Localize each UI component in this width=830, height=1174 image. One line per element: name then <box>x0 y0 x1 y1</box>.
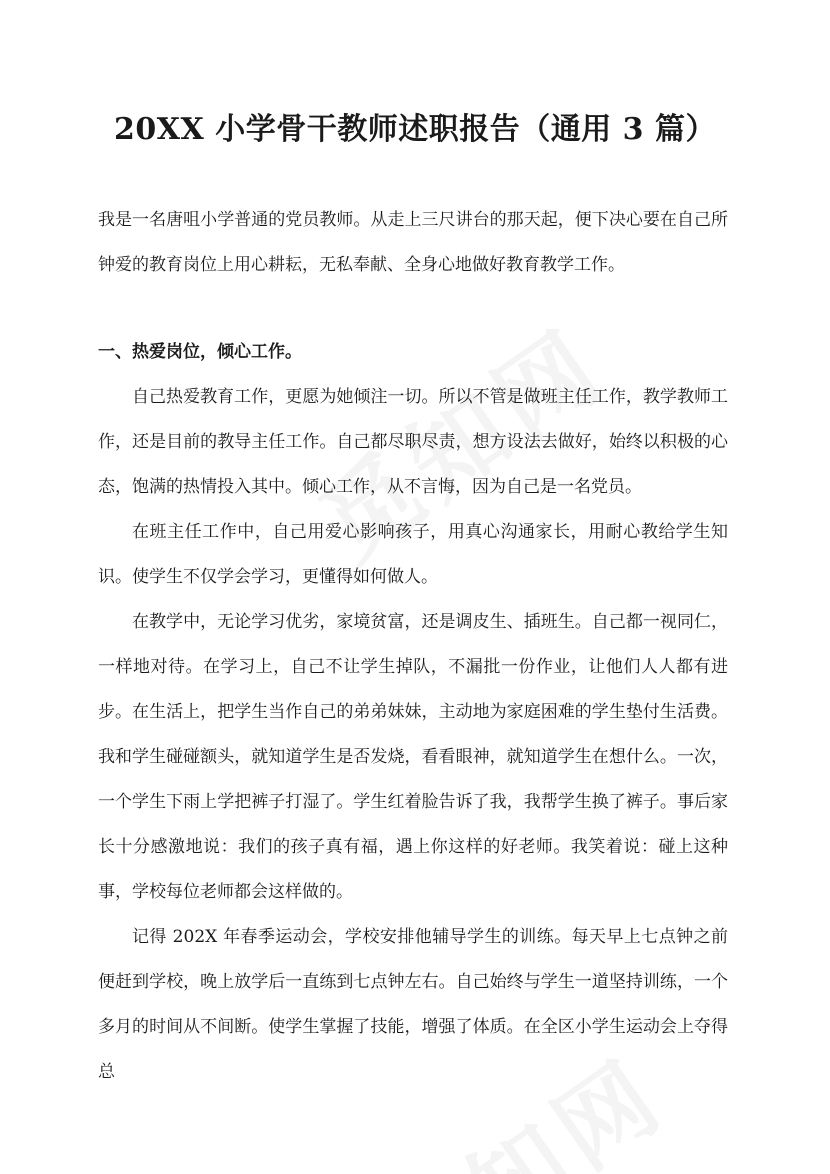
body-paragraph: 记得 202X 年春季运动会，学校安排他辅导学生的训练。每天早上七点钟之前便赶到学校，晚上放学后一直练到七点钟左右。自己始终与学生一道坚持训练，一个多月的时间从不间断。使学生掌握了技能，增强了体质。在全区小学生运动会上夺得总 <box>98 927 728 1082</box>
section-spacer <box>98 288 728 330</box>
document-title: 20XX 小学骨干教师述职报告（通用 3 篇） <box>113 112 716 147</box>
body-paragraph: 自己热爱教育工作，更愿为她倾注一切。所以不管是做班主任工作，教学教师工作，还是目前的教导主任工作。自己都尽职尽责，想方设法去做好，始终以积极的心态，饱满的热情投入其中。倾心工作，从不言悔，因为自己是一名党员。 <box>98 387 728 497</box>
section-heading: 一、热爱岗位，倾心工作。 <box>98 342 302 362</box>
intro-paragraph: 我是一名唐咀小学普通的党员教师。从走上三尺讲台的那天起，便下决心要在自己所钟爱的教育岗位上用心耕耘，无私奉献、全身心地做好教育教学工作。 <box>98 210 728 275</box>
body-paragraph: 在班主任工作中，自己用爱心影响孩子，用真心沟通家长，用耐心教给学生知识。使学生不仅学会学习，更懂得如何做人。 <box>98 522 728 587</box>
document-body <box>98 198 728 1095</box>
body-paragraph: 在教学中，无论学习优劣，家境贫富，还是调皮生、插班生。自己都一视同仁，一样地对待。在学习上，自己不让学生掉队，不漏批一份作业，让他们人人都有进步。在生活上，把学生当作自己的弟弟妹妹，主动地为家庭困难的学生垫付生活费。我和学生碰碰额头，就知道学生是否发烧，看看眼神，就知道学生在想什么。一次，一个学生下雨上学把裤子打湿了。学生红着脸告诉了我，我帮学生换了裤子。事后家长十分感激地说：我们的孩子真有福，遇上你这样的好老师。我笑着说：碰上这种事，学校每位老师都会这样做的。 <box>98 612 728 902</box>
